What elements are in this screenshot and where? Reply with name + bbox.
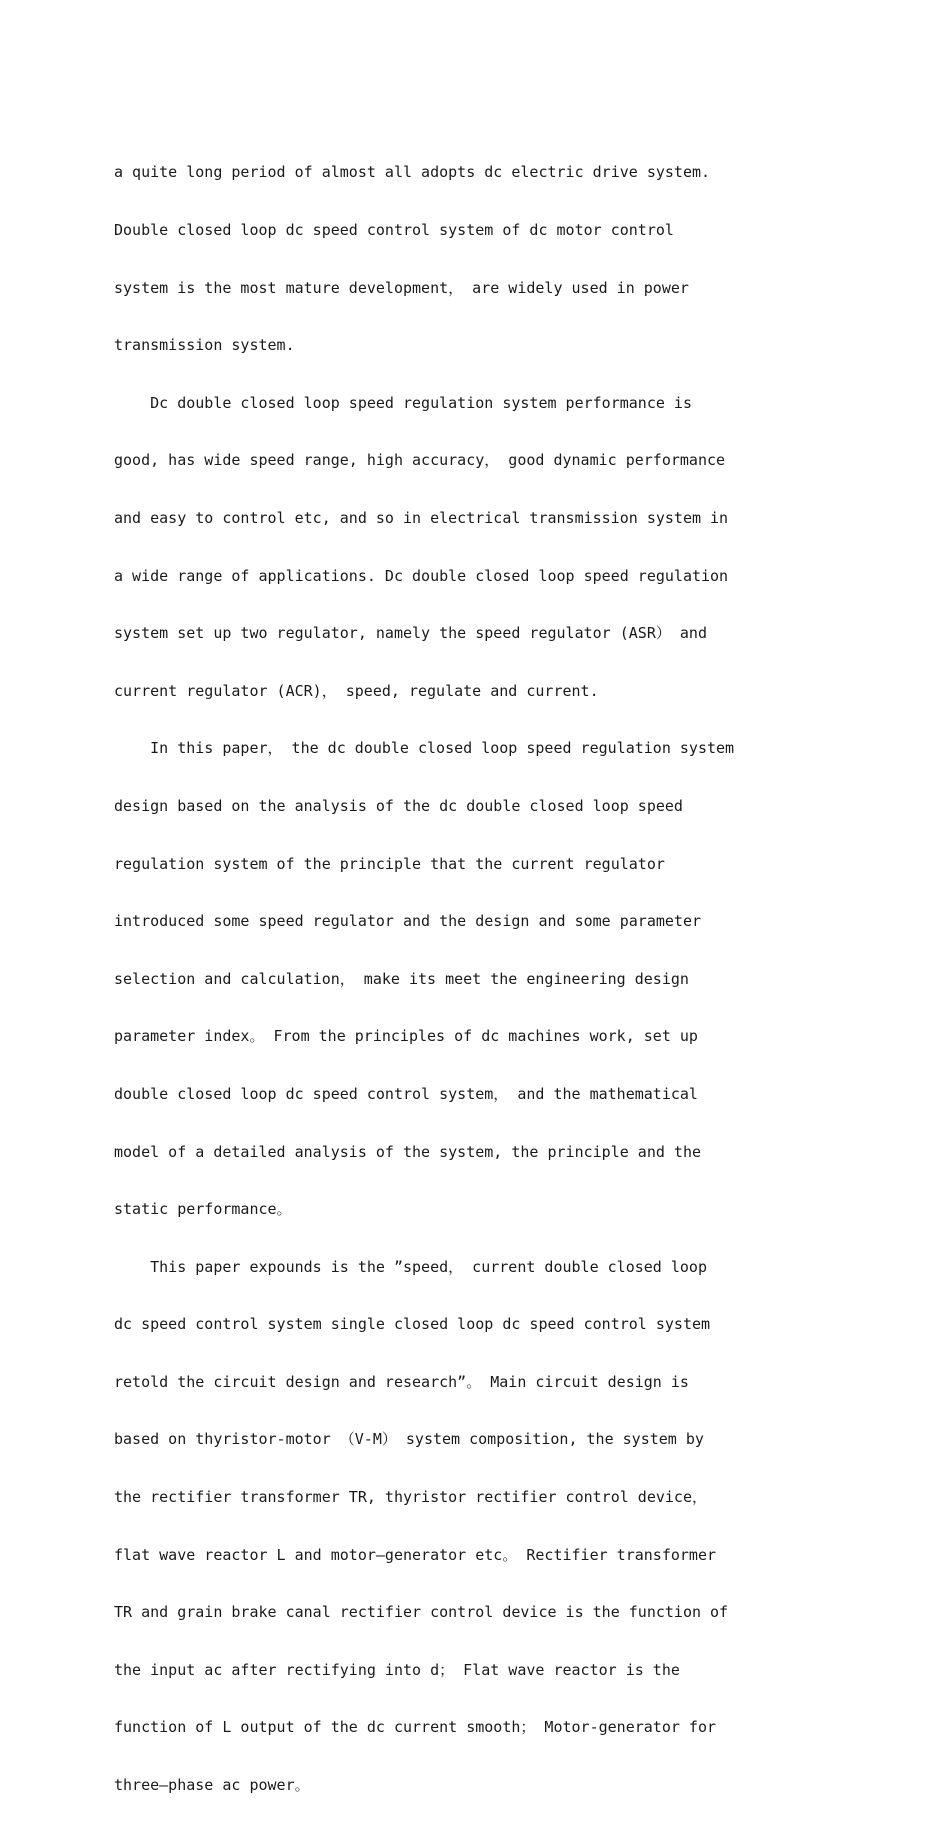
text-line: dc speed control system single closed loop dc speed control system [114,1315,711,1334]
text-line: and easy to control etc, and so in electrical transmission system in [114,508,729,527]
text-line: function of L output of the dc current smooth； Motor-generator for [114,1718,716,1737]
text-line: based on thyristor-motor （V-M） system composition, the system by [114,1430,704,1449]
text-line: Double closed loop dc speed control system of dc motor control [114,221,674,239]
text-line: the rectifier transformer TR, thyristor rectifier control device， [114,1488,707,1507]
text-line: the input ac after rectifying into d； Flat wave reactor is the [114,1660,680,1679]
text-line: introduced some speed regulator and the design and some parameter [114,912,701,931]
text-line: parameter index。 From the principles of dc machines work, set up [114,1027,698,1046]
text-line: a quite long period of almost all adopts dc electric drive system. [114,163,711,182]
text-line: retold the circuit design and research”。 Main circuit design is [114,1372,689,1391]
body-text [114,125,874,1834]
text-line: double closed loop dc speed control system， and the mathematical [114,1084,698,1103]
text-line: transmission system. [114,336,295,355]
text-line: Dc double closed loop speed regulation system performance is [114,393,692,412]
text-line: good, has wide speed range, high accuracy， good dynamic performance [114,451,726,470]
text-line: This paper expounds is the ”speed， current double closed loop [114,1257,707,1276]
text-line: model of a detailed analysis of the system, the principle and the [114,1142,701,1161]
text-line: current regulator (ACR)， speed, regulate and current. [114,681,599,700]
text-line: regulation system of the principle that the current regulator [114,854,665,873]
text-line: In this paper， the dc double closed loop speed regulation system [114,739,735,758]
text-line: system is the most mature development， are widely used in power [114,278,689,297]
text-line: three—phase ac power。 [114,1776,310,1795]
text-line: selection and calculation， make its meet the engineering design [114,969,689,988]
text-line: static performance。 [114,1200,292,1219]
text-line: flat wave reactor L and motor—generator etc。 Rectifier transformer [114,1545,716,1564]
text-line: a wide range of applications. Dc double closed loop speed regulation [114,566,729,585]
text-line: system set up two regulator, namely the speed regulator (ASR） and [114,624,707,643]
text-line: design based on the analysis of the dc double closed loop speed [114,796,683,815]
text-line: TR and grain brake canal rectifier control device is the function of [114,1603,729,1622]
